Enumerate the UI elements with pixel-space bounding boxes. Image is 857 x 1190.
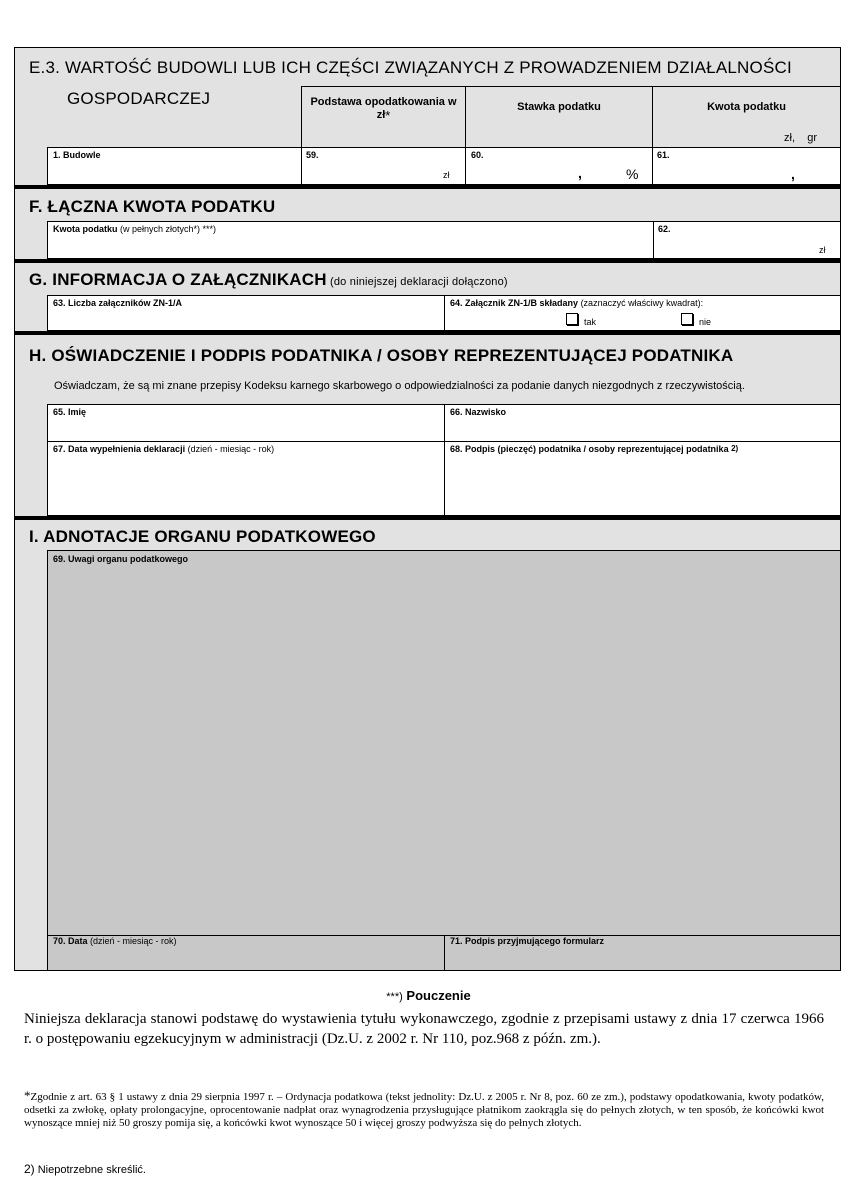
footnote-rounding: *Zgodnie z art. 63 § 1 ustawy z dnia 29 sierpnia 1997 r. – Ordynacja podatkowa (tekst jednolity: Dz.U. z 2005 r. Nr 8, poz. 60 ze zm.), podstawy opodatkowania, kwoty podatków, odsetki za zwłokę, opłaty prolongacyjne, oprocentowanie nadpłat oraz wynagrodzenia przysługujące płatnikom zaokrągla się do pełnych złotych, w ten sposób, że końcówki kwot wynoszące mniej niż 50 groszy pomija się, a końcówki kwot wynoszące 50 i więcej groszy podwyższa się do pełnych złotych. [24, 1088, 824, 1129]
field-62[interactable] [653, 221, 841, 259]
section-h-title: H. OŚWIADCZENIE I PODPIS PODATNIKA / OSOBY REPREZENTUJĄCEJ PODATNIKA [29, 346, 734, 365]
section-g-title: G. INFORMACJA O ZAŁĄCZNIKACH (do niniejszej deklaracji dołączono) [29, 270, 508, 289]
field-61[interactable] [652, 147, 841, 185]
pouczenie-heading: ***) Pouczenie [386, 988, 471, 1003]
field-67-label: 67. Data wypełnienia deklaracji (dzień - miesiąc - rok) [53, 444, 275, 454]
checkbox-no-label: nie [699, 317, 712, 327]
field-60-unit: % [626, 166, 639, 182]
field-71-label: 71. Podpis przyjmującego formularz [450, 936, 605, 946]
field-59-label: 59. [306, 150, 319, 160]
field-63-label: 63. Liczba załączników ZN-1/A [53, 298, 183, 308]
field-65-label: 65. Imię [53, 407, 87, 417]
section-e3-title-line1: E.3. WARTOŚĆ BUDOWLI LUB ICH CZĘŚCI ZWIĄZANYCH Z PROWADZENIEM DZIAŁALNOŚCI [29, 58, 792, 77]
pouczenie-text: Niniejsza deklaracja stanowi podstawę do wystawienia tytułu wykonawczego, zgodnie z przepisami ustawy z dnia 17 czerwca 1966 r. o postępowaniu egzekucyjnym w administracji (Dz.U. z 2002 r. Nr 110, poz.968 z późn. zm.). [24, 1011, 824, 1047]
section-f-title: F. ŁĄCZNA KWOTA PODATKU [29, 197, 276, 216]
checkbox-yes[interactable] [566, 313, 578, 325]
field-59-unit: zł [443, 170, 450, 180]
field-61-label: 61. [657, 150, 670, 160]
field-69[interactable] [47, 550, 841, 936]
field-65[interactable] [47, 404, 445, 442]
footnote-2: 2) Niepotrzebne skreślić. [24, 1162, 146, 1176]
row-budowle-label: 1. Budowle [53, 150, 101, 160]
field-70-label: 70. Data (dzień - miesiąc - rok) [53, 936, 177, 946]
section-h-statement: Oświadczam, że są mi znane przepisy Kodeksu karnego skarbowego o odpowiedzialności za podanie danych niezgodnych z rzeczywistością. [54, 380, 745, 392]
field-69-label: 69. Uwagi organu podatkowego [53, 554, 189, 564]
header-base-label: Podstawa opodatkowania w zł* [310, 96, 457, 123]
field-61-comma: , [791, 166, 795, 182]
checkbox-yes-label: tak [584, 317, 597, 327]
field-60-label: 60. [471, 150, 484, 160]
field-62-unit: zł [819, 245, 826, 255]
field-66-label: 66. Nazwisko [450, 407, 507, 417]
header-rate-label: Stawka podatku [517, 101, 601, 113]
field-64-label: 64. Załącznik ZN-1/B składany (zaznaczyć właściwy kwadrat): [450, 298, 704, 308]
section-e3-title-line2: GOSPODARCZEJ [67, 89, 211, 108]
checkbox-no[interactable] [681, 313, 693, 325]
header-amount-label: Kwota podatku [707, 101, 786, 113]
header-rate [465, 86, 653, 148]
field-60-comma: , [578, 165, 582, 181]
header-amount-units: zł, gr [784, 132, 818, 144]
field-68-label: 68. Podpis (pieczęć) podatnika / osoby reprezentującej podatnika 2) [450, 444, 739, 454]
field-62-label: 62. [658, 224, 671, 234]
section-i-title: I. ADNOTACJE ORGANU PODATKOWEGO [29, 527, 376, 546]
field-60[interactable] [465, 147, 653, 185]
field-59[interactable] [301, 147, 466, 185]
total-tax-label: Kwota podatku (w pełnych złotych*) ***) [53, 224, 217, 234]
